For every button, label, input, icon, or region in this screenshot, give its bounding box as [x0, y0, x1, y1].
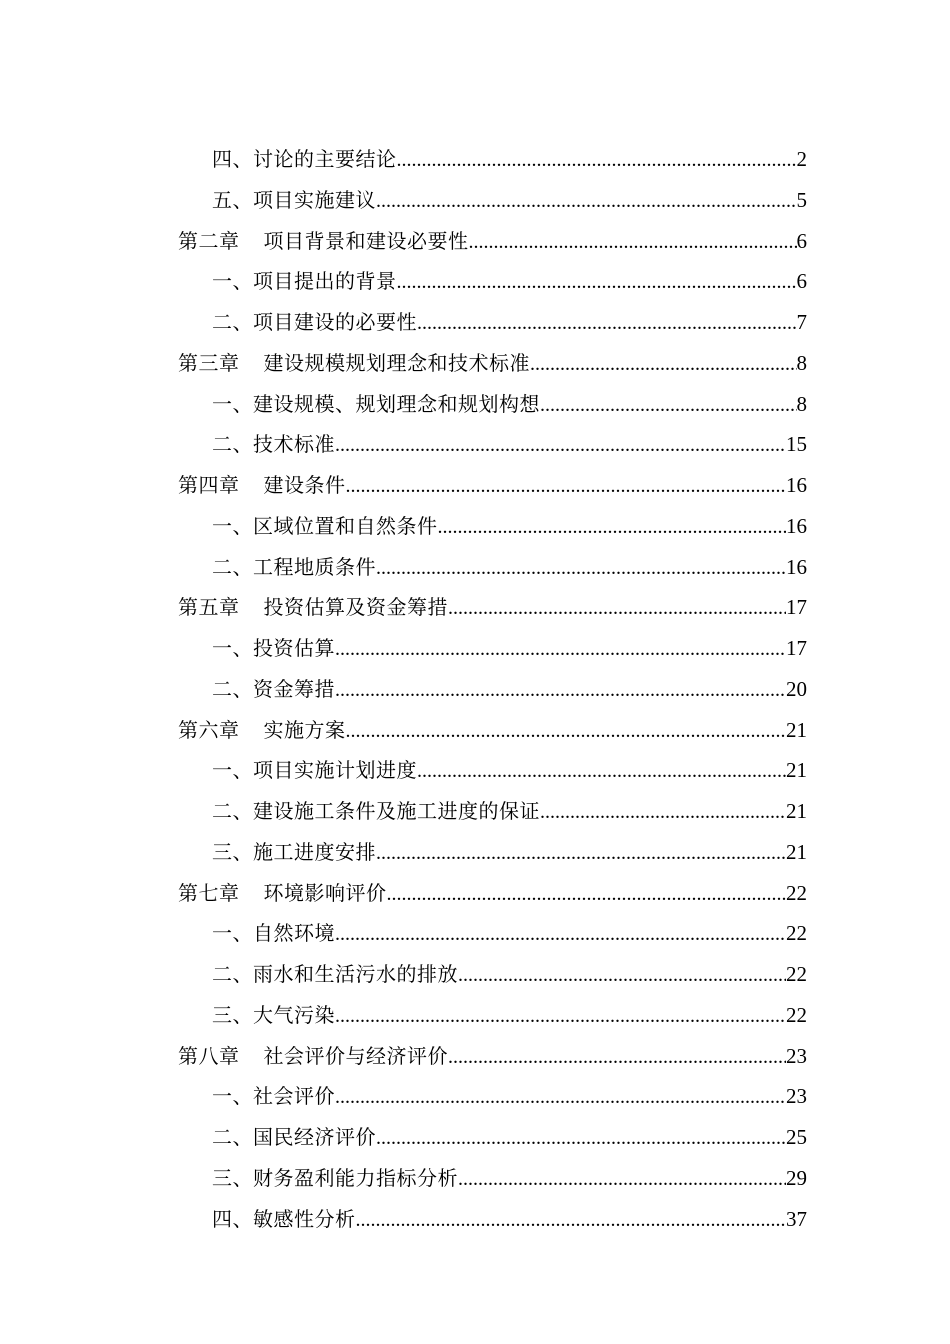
- toc-page-number: 17: [786, 636, 807, 660]
- toc-chapter-number: 第七章: [178, 880, 240, 905]
- toc-dot-leader: [376, 181, 797, 222]
- toc-page-number: 16: [786, 513, 807, 538]
- toc-entry-title: [178, 710, 346, 751]
- toc-entry-text: 建设规模规划理念和技术标准: [263, 350, 530, 375]
- toc-chapter-entry[interactable]: [178, 343, 807, 384]
- toc-entry-text: 二、资金筹措: [212, 676, 335, 701]
- toc-page-number: 16: [786, 473, 807, 497]
- toc-page-number: 22: [786, 1002, 807, 1027]
- toc-entry-text: 五、项目实施建议: [212, 187, 376, 212]
- toc-page-number: 21: [786, 717, 807, 742]
- toc-entry-title: [212, 506, 438, 547]
- toc-entry-text: 二、技术标准: [212, 432, 335, 457]
- toc-entry-title: [212, 1199, 356, 1240]
- toc-entry-title: [178, 343, 530, 384]
- toc-page-number: 21: [786, 839, 807, 864]
- toc-entry-title: [212, 1158, 458, 1199]
- toc-entry-text: 建设条件: [263, 473, 346, 497]
- toc-entry-text: 一、投资估算: [212, 636, 335, 660]
- toc-entry-text: 二、建设施工条件及施工进度的保证: [212, 799, 540, 823]
- toc-section-entry[interactable]: [178, 832, 807, 873]
- toc-dot-leader: [346, 466, 787, 507]
- toc-entry-title: [212, 913, 335, 954]
- toc-chapter-number: 第八章: [178, 1043, 240, 1068]
- toc-page-number: 37: [786, 1206, 807, 1231]
- toc-dot-leader: [335, 629, 786, 670]
- toc-chapter-entry[interactable]: [178, 587, 807, 628]
- table-of-contents: [178, 139, 807, 1239]
- toc-page-number: 6: [796, 228, 807, 253]
- toc-section-entry[interactable]: [178, 261, 807, 302]
- toc-entry-text: 环境影响评价: [263, 880, 387, 905]
- toc-section-entry[interactable]: [178, 750, 807, 791]
- toc-page-number: 5: [796, 187, 807, 212]
- toc-section-entry[interactable]: [178, 1158, 807, 1199]
- toc-page-number: 23: [786, 1084, 807, 1109]
- toc-chapter-number: 第三章: [178, 350, 240, 375]
- toc-entry-text: 实施方案: [263, 717, 346, 742]
- toc-entry-title: [212, 669, 335, 710]
- toc-entry-text: 一、建设规模、规划理念和规划构想: [212, 391, 540, 416]
- toc-page-number: 17: [786, 595, 807, 620]
- toc-section-entry[interactable]: [178, 139, 807, 180]
- toc-dot-leader: [335, 914, 786, 955]
- toc-entry-title: [212, 954, 458, 995]
- toc-entry-title: [212, 424, 335, 465]
- toc-entry-text: 四、敏感性分析: [212, 1206, 356, 1231]
- toc-section-entry[interactable]: [178, 180, 807, 221]
- toc-entry-title: [212, 180, 376, 221]
- toc-entry-title: [212, 791, 540, 832]
- toc-page-number: 20: [786, 676, 807, 701]
- toc-entry-text: 投资估算及资金筹措: [263, 595, 448, 620]
- toc-chapter-entry[interactable]: [178, 710, 807, 751]
- toc-page-number: 8: [796, 391, 807, 416]
- toc-entry-text: 三、施工进度安排: [212, 839, 376, 864]
- toc-entry-text: 二、工程地质条件: [212, 554, 376, 579]
- toc-page-number: 22: [786, 962, 807, 986]
- toc-dot-leader: [530, 344, 797, 385]
- toc-dot-leader: [448, 588, 786, 629]
- toc-entry-title: [212, 261, 397, 302]
- toc-page-number: 21: [786, 799, 807, 823]
- toc-dot-leader: [387, 874, 787, 915]
- toc-section-entry[interactable]: [178, 995, 807, 1036]
- toc-section-entry[interactable]: [178, 669, 807, 710]
- toc-section-entry[interactable]: [178, 506, 807, 547]
- toc-page-number: 7: [796, 310, 807, 334]
- toc-entry-title: [212, 1076, 335, 1117]
- toc-dot-leader: [448, 1037, 786, 1078]
- toc-dot-leader: [458, 955, 786, 996]
- toc-entry-text: 二、项目建设的必要性: [212, 310, 417, 334]
- toc-entry-text: 四、讨论的主要结论: [212, 147, 397, 171]
- toc-section-entry[interactable]: [178, 1117, 807, 1158]
- toc-page-number: 22: [786, 880, 807, 905]
- toc-chapter-number: 第五章: [178, 595, 240, 620]
- toc-entry-text: 一、自然环境: [212, 921, 335, 946]
- toc-dot-leader: [335, 996, 786, 1037]
- toc-entry-title: [212, 832, 376, 873]
- toc-section-entry[interactable]: [178, 547, 807, 588]
- toc-dot-leader: [540, 385, 797, 426]
- toc-dot-leader: [335, 1077, 786, 1118]
- toc-entry-title: [178, 1036, 448, 1077]
- toc-section-entry[interactable]: [178, 424, 807, 465]
- toc-entry-text: 一、区域位置和自然条件: [212, 513, 438, 538]
- toc-chapter-number: 第六章: [178, 717, 240, 742]
- toc-chapter-entry[interactable]: [178, 873, 807, 914]
- toc-entry-title: [178, 465, 346, 506]
- toc-entry-text: 二、雨水和生活污水的排放: [212, 962, 458, 986]
- toc-entry-title: [212, 995, 335, 1036]
- toc-dot-leader: [356, 1200, 787, 1241]
- toc-section-entry[interactable]: [178, 628, 807, 669]
- toc-page-number: 23: [786, 1043, 807, 1068]
- toc-entry-title: [212, 628, 335, 669]
- toc-entry-text: 项目背景和建设必要性: [263, 228, 469, 253]
- toc-dot-leader: [540, 792, 786, 833]
- toc-entry-title: [178, 587, 448, 628]
- toc-entry-text: 社会评价与经济评价: [263, 1043, 448, 1068]
- toc-page-number: 29: [786, 1165, 807, 1190]
- toc-section-entry[interactable]: [178, 384, 807, 425]
- toc-entry-text: 三、财务盈利能力指标分析: [212, 1165, 458, 1190]
- toc-section-entry[interactable]: [178, 1076, 807, 1117]
- toc-dot-leader: [397, 140, 797, 181]
- toc-chapter-number: 第二章: [178, 228, 240, 253]
- toc-dot-leader: [335, 670, 786, 711]
- toc-entry-title: [178, 221, 469, 262]
- toc-entry-title: [212, 750, 417, 791]
- toc-entry-title: [212, 302, 417, 343]
- toc-page-number: 8: [796, 350, 807, 375]
- toc-list: [178, 139, 807, 1239]
- toc-dot-leader: [376, 548, 786, 589]
- toc-page-number: 15: [786, 432, 807, 457]
- toc-page-number: 22: [786, 921, 807, 946]
- toc-dot-leader: [376, 833, 786, 874]
- toc-section-entry[interactable]: [178, 1199, 807, 1240]
- toc-entry-title: [212, 384, 540, 425]
- toc-page-number: 2: [796, 147, 807, 171]
- toc-entry-text: 一、社会评价: [212, 1084, 335, 1109]
- toc-chapter-entry[interactable]: [178, 1036, 807, 1077]
- toc-entry-text: 三、大气污染: [212, 1002, 335, 1027]
- toc-chapter-entry[interactable]: [178, 465, 807, 506]
- toc-dot-leader: [417, 303, 797, 344]
- toc-section-entry[interactable]: [178, 954, 807, 995]
- toc-entry-text: 一、项目实施计划进度: [212, 758, 417, 783]
- toc-chapter-number: 第四章: [178, 473, 240, 497]
- toc-section-entry[interactable]: [178, 913, 807, 954]
- toc-entry-title: [178, 873, 387, 914]
- toc-entry-title: [212, 1117, 376, 1158]
- toc-entry-text: 一、项目提出的背景: [212, 269, 397, 294]
- toc-entry-title: [212, 139, 397, 180]
- toc-dot-leader: [458, 1159, 786, 1200]
- toc-dot-leader: [397, 262, 797, 303]
- toc-chapter-entry[interactable]: [178, 221, 807, 262]
- toc-section-entry[interactable]: [178, 302, 807, 343]
- toc-dot-leader: [469, 222, 797, 263]
- toc-page-number: 16: [786, 554, 807, 579]
- toc-dot-leader: [376, 1118, 786, 1159]
- toc-entry-title: [212, 547, 376, 588]
- toc-dot-leader: [346, 711, 787, 752]
- toc-page-number: 25: [786, 1125, 807, 1149]
- toc-page-number: 21: [786, 758, 807, 783]
- toc-dot-leader: [417, 751, 786, 792]
- toc-dot-leader: [335, 425, 786, 466]
- toc-dot-leader: [438, 507, 787, 548]
- toc-section-entry[interactable]: [178, 791, 807, 832]
- toc-page-number: 6: [796, 269, 807, 294]
- toc-entry-text: 二、国民经济评价: [212, 1125, 376, 1149]
